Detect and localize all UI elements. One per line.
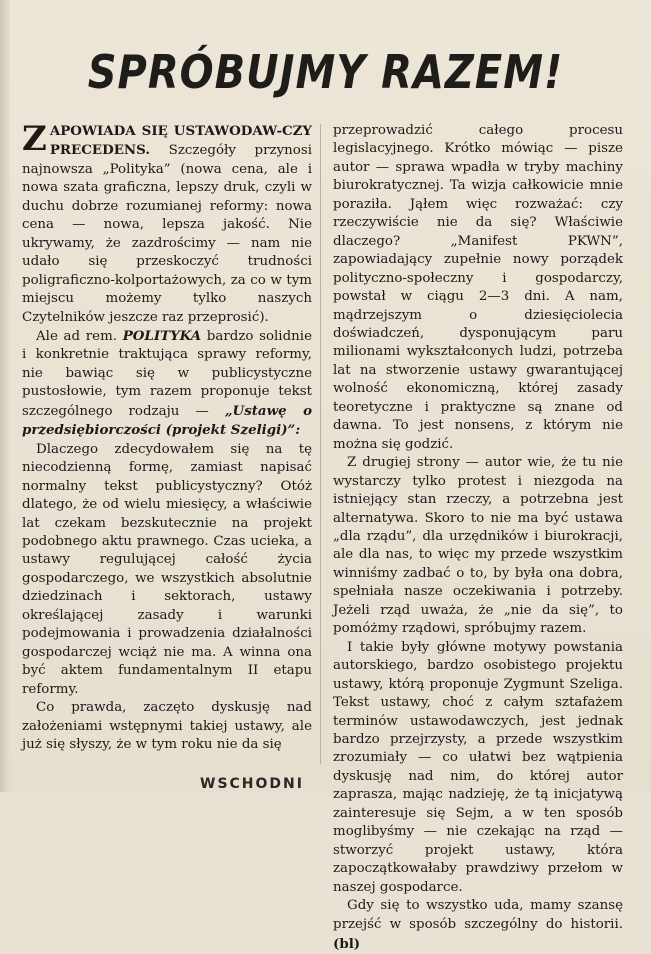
- drop-cap: Z: [22, 119, 47, 159]
- publication-name: POLITYKA: [122, 327, 202, 344]
- paragraph-2-start: Ale ad rem.: [36, 328, 123, 344]
- next-article-fragment: WSCHODNI: [200, 776, 304, 792]
- paragraph-1-text: Szczegóły przynosi najnowsza „Polityka” (nowa cena, ale i nowa szata graficzna, lepszy druk, czyli w duchu dobrze rozumianej reformy: nowa cena — nowa, lepsza jakość. Nie ukrywamy, że zazdrościmy — nam nie udało się przeskoczyć trudności poligraficzno-kolportażowych, za co w tym miejscu możemy tylko naszych Czytelników jeszcze raz przeprosić).: [22, 143, 312, 325]
- article-column-right: [333, 122, 623, 954]
- article-headline: SPRÓBUJMY RAZEM!: [87, 46, 564, 100]
- article-paragraph-4-continued: przeprowadzić całego procesu legislacyjnego. Krótko mówiąc — pisze autor — sprawa wpadła w tryby machiny biurokratycznej. Ta wizja całkowicie mnie poraziła. Jąłem więc rozważać: czy rzeczywiście nie da się? Właściwie dlaczego? „Manifest PKWN”, zapowiadający zupełnie nowy porządek polityczno-społeczny i gospodarczy, powstał w ciągu 2—3 dni. A nam, mądrzejszym o dziesięciolecia doświadczeń, dysponującym paru milionami wykształconych ludzi, potrzeba lat na stworzenie ustawy gwarantującej wolność ekonomiczną, której zasady teoretyczne i praktyczne są znane od dawna. To jest nonsens, z którym nie można się godzić.: [333, 123, 623, 452]
- article-paragraph-2: [22, 327, 312, 441]
- proposed-law-title: „Ustawę o przedsiębiorczości (projekt Szeligi)”:: [22, 402, 312, 439]
- lead-caps: APOWIADA SIĘ USTAWODAW-CZY PRECEDENS.: [49, 123, 312, 159]
- article-paragraph-4: Co prawda, zaczęto dyskusję nad założeniami wstępnymi takiej ustawy, ale już się słyszy, że w tym roku nie da się: [22, 700, 312, 752]
- author-signature: (bl): [333, 935, 361, 952]
- article-paragraph-6: I takie były główne motywy powstania autorskiego, bardzo osobistego projektu ustawy, którą proponuje Zygmunt Szeliga. Tekst ustawy, choć z całym sztafażem terminów ustawodawczych, jest jednak bardzo przejrzysty, a przede wszystkim zrozumiały — co ułatwi bez wątpienia dyskusję nad nim, do której autor zaprasza, mając nadzieję, że tą inicjatywą zainteresuje się Sejm, a w ten sposób moglibyśmy — nie czekając na rząd — stworzyć projekt ustawy, która zapoczątkowałaby prawdziwy przełom w naszej gospodarce.: [333, 639, 623, 895]
- article-paragraph-5: Z drugiej strony — autor wie, że tu nie wystarczy tylko protest i niezgoda na istniejący stan rzeczy, a potrzebna jest alternatywa. Skoro to nie ma być ustawa „dla rządu”, dla urzędników i biurokracji, ale dla nas, to więc my przede wszystkim winniśmy zadbać o to, by była ona dobra, spełniała nasze oczekiwania i potrzeby. Jeżeli rząd uważa, że „nie da się”, to pomóżmy rządowi, spróbujmy razem.: [333, 455, 623, 637]
- page-edge-shadow: [0, 0, 10, 792]
- paragraph-7-text: Gdy się to wszystko uda, mamy szansę przejść w sposób szczególny do historii.: [333, 898, 623, 933]
- article-paragraph-7: [333, 897, 623, 954]
- article-column-left: [22, 119, 312, 754]
- article-paragraph-3: Dlaczego zdecydowałem się na tę niecodzienną formę, zamiast napisać normalny tekst publicystyczny? Otóż dlatego, że od wielu miesięcy, a właściwie lat czekam bezskutecznie na projekt podobnego aktu prawnego. Czas ucieka, a ustawy regulującej całość życia gospodarczego, we wszystkich absolutnie dziedzinach i sektorach, ustawy określającej zasady i warunki podejmowania i prowadzenia działalności gospodarczej wciąż nie ma. A winna ona być aktem fundamentalnym II etapu reformy.: [22, 441, 312, 697]
- column-divider: [320, 124, 321, 764]
- paragraph-2-mid: bardzo solidnie i konkretnie traktująca sprawy reformy, nie bawiąc się w publicystyczne pustosłowie, tym razem proponuje tekst szczególnego rodzaju —: [22, 328, 312, 419]
- article-paragraph-1: [22, 119, 312, 327]
